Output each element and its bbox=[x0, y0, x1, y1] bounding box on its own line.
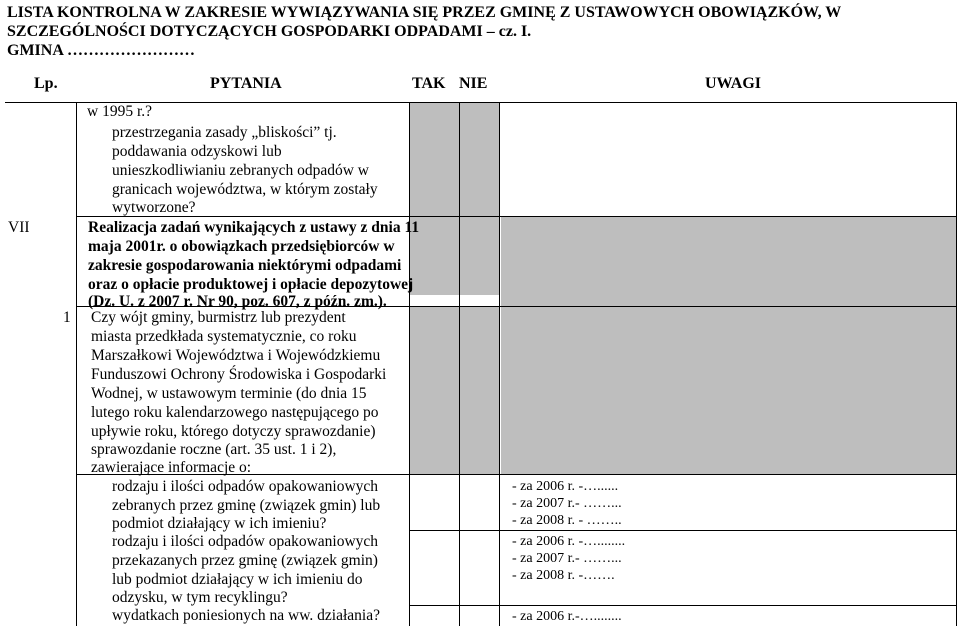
question-line: upływie roku, którego dotyczy sprawozdanie) bbox=[91, 423, 376, 440]
section-title-line: oraz o opłacie produktowej i opłacie depozytowej bbox=[88, 276, 414, 293]
cont-line: unieszkodliwianiu zebranych odpadów w bbox=[112, 162, 369, 179]
question-line: Marszałkowi Województwa i Wojewódzkiemu bbox=[91, 347, 381, 364]
question-line: lutego roku kalendarzowego następującego po bbox=[91, 404, 379, 421]
question-line: Czy wójt gminy, burmistrz lub prezydent bbox=[91, 309, 346, 326]
question-number: 1 bbox=[63, 309, 71, 326]
section-title-line: zakresie gospodarowania niektórymi odpadami bbox=[88, 257, 402, 274]
uwagi-note: - za 2007 r.- ……... bbox=[512, 496, 622, 511]
sub1-bottom-rule bbox=[410, 530, 957, 531]
col-header-nie: NIE bbox=[459, 75, 488, 92]
nie-cell-shaded-q1 bbox=[460, 307, 499, 474]
cont-line: przestrzegania zasady „bliskości” tj. bbox=[112, 124, 337, 141]
section-title-line: (Dz. U. z 2007 r. Nr 90, poz. 607, z późn. zm.). bbox=[88, 293, 387, 310]
subquestion-line: wydatkach poniesionych na ww. działania? bbox=[112, 607, 380, 624]
uwagi-note: - za 2007 r.- ……... bbox=[512, 551, 622, 566]
table-right-rule bbox=[956, 103, 957, 626]
section-title-line: maja 2001r. o obowiązkach przedsiębiorców w bbox=[88, 238, 395, 255]
section-top-rule bbox=[76, 216, 956, 217]
col-header-uwagi: UWAGI bbox=[705, 75, 762, 92]
doc-title-gmina: GMINA …………………… bbox=[7, 42, 195, 59]
cont-line: poddawania odzyskowi lub bbox=[112, 143, 282, 160]
question-line: Funduszowi Ochrony Środowiska i Gospodarki bbox=[91, 366, 387, 383]
uwagi-cell-shaded bbox=[501, 217, 956, 474]
cont-line: wytworzone? bbox=[112, 199, 196, 216]
doc-title-line1: LISTA KONTROLNA W ZAKRESIE WYWIĄZYWANIA SIĘ PRZEZ GMINĘ Z USTAWOWYCH OBOWIĄZKÓW, W bbox=[7, 4, 842, 21]
subquestion-line: rodzaju i ilości odpadów opakowaniowych bbox=[112, 478, 379, 495]
col-divider-tak bbox=[459, 103, 460, 626]
subquestion-line: lub podmiot działający w ich imieniu do bbox=[112, 571, 363, 588]
cont-line: granicach województwa, w którym zostały bbox=[112, 181, 378, 198]
col-divider-pytania bbox=[409, 103, 410, 626]
nie-cell-shaded-top bbox=[460, 103, 499, 295]
uwagi-note: - za 2006 r. -…...... bbox=[512, 479, 619, 494]
col-divider-lp bbox=[76, 103, 77, 626]
doc-title-line2: SZCZEGÓLNOŚCI DOTYCZĄCYCH GOSPODARKI ODPADAMI – cz. I. bbox=[7, 23, 532, 40]
section-title-line: Realizacja zadań wynikających z ustawy z dnia 11 bbox=[88, 219, 420, 236]
question-line: Wodnej, w ustawowym terminie (do dnia 15 bbox=[91, 385, 367, 402]
cont-line: w 1995 r.? bbox=[87, 103, 153, 120]
question-line: sprawozdanie roczne (art. 35 ust. 1 i 2), bbox=[91, 441, 337, 458]
sub2-bottom-rule bbox=[410, 605, 957, 606]
subquestion-line: podmiot działający w ich imieniu? bbox=[112, 515, 327, 532]
col-divider-nie bbox=[499, 103, 500, 626]
col-header-pytania: PYTANIA bbox=[210, 75, 282, 92]
tak-cell-shaded-q1 bbox=[410, 307, 459, 474]
uwagi-note: - za 2006 r. -…........ bbox=[512, 534, 626, 549]
uwagi-note: - za 2008 r. -……. bbox=[512, 568, 615, 583]
question-line: zawierające informacje o: bbox=[91, 459, 252, 476]
col-header-lp: Lp. bbox=[34, 75, 58, 92]
question-line: miasta przedkłada systematycznie, co roku bbox=[91, 328, 357, 345]
subquestion-line: przekazanych przez gminę (związek gmin) bbox=[112, 552, 378, 569]
subquestion-line: zebranych przez gminę (związek gmin) lub bbox=[112, 497, 381, 514]
subquestion-line: odzysku, w tym recyklingu? bbox=[112, 589, 288, 606]
col-header-tak: TAK bbox=[412, 75, 446, 92]
subquestion-line: rodzaju i ilości odpadów opakowaniowych bbox=[112, 533, 379, 550]
section-number: VII bbox=[8, 219, 30, 236]
uwagi-note: - za 2008 r. - …….. bbox=[512, 513, 622, 528]
uwagi-note: - za 2006 r.-…........ bbox=[512, 609, 622, 624]
tak-cell-shaded-top bbox=[410, 103, 459, 295]
